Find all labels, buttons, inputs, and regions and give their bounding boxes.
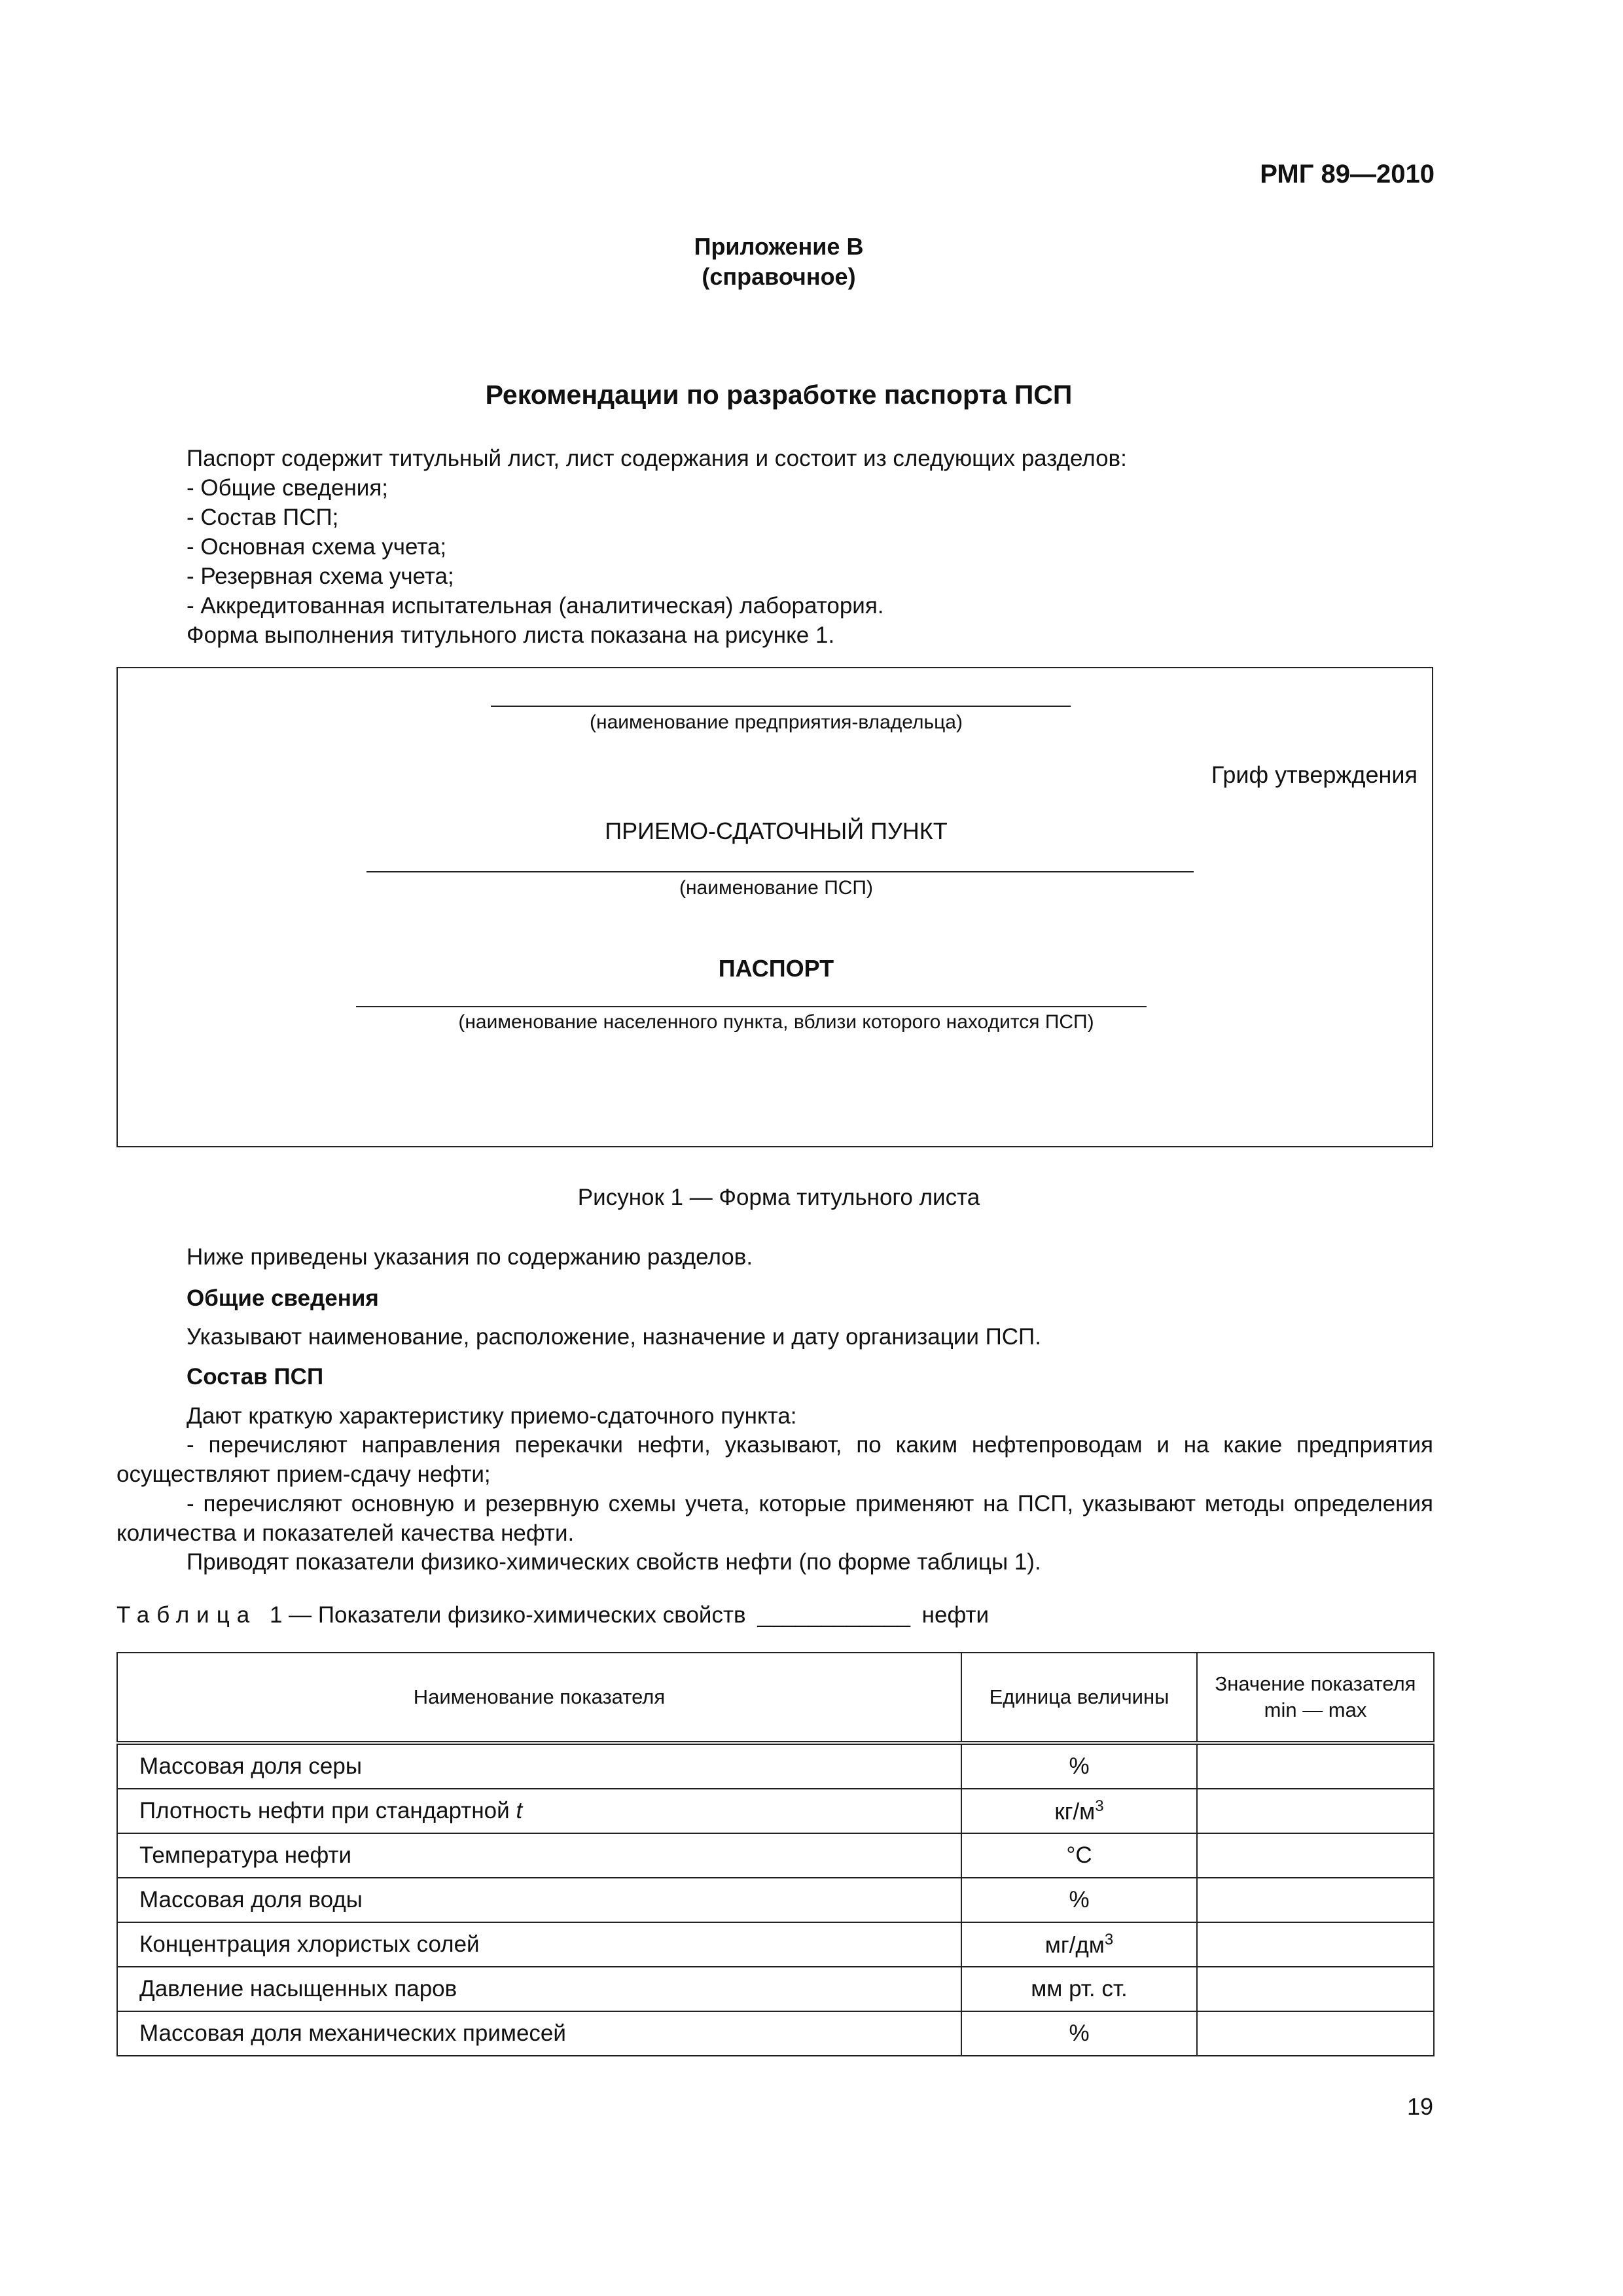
table-caption-end: нефти [921,1602,990,1628]
cell-value [1197,1833,1434,1878]
list-item: - Резервная схема учета; [187,564,454,589]
figure-caption: Рисунок 1 — Форма титульного листа [577,1185,980,1210]
table-row [117,1833,1434,1878]
locality-blank-line [356,1006,1147,1007]
list-item: - Общие сведения; [187,475,389,501]
psp-caption: (наименование ПСП) [679,877,873,899]
cell-name: Концентрация хлористых солей [117,1922,961,1967]
title-form-frame [116,667,1433,1147]
cell-name: Температура нефти [117,1833,961,1878]
section-heading: Рекомендации по разработке паспорта ПСП [485,380,1073,410]
composition-item: - перечисляют направления перекачки нефти, указывают, по каким нефтепроводам и на какие предприятия осуществляют прием-сдачу нефти; [116,1432,1433,1487]
cell-name [117,1789,961,1833]
cell-value [1197,1922,1434,1967]
cell-unit: % [961,1878,1197,1922]
list-item: - Состав ПСП; [187,505,339,530]
page-number: 19 [1406,2093,1433,2120]
composition-after: Приводят показатели физико-химических свойств нефти (по форме таблицы 1). [187,1549,1041,1575]
composition-item: - перечисляют основную и резервную схемы учета, которые применяют на ПСП, указывают методы определения количества и показателей качества нефти. [116,1491,1433,1546]
locality-caption: (наименование населенного пункта, вблизи которого находится ПСП) [458,1011,1094,1033]
intro-after: Форма выполнения титульного листа показана на рисунке 1. [187,622,835,648]
table-row [117,2011,1434,2056]
psp-blank-line [366,871,1194,872]
table-row [117,1967,1434,2011]
appendix-title [0,232,1558,292]
header-value [1197,1653,1434,1743]
owner-blank-line [491,706,1071,707]
table-row [117,1922,1434,1967]
header-unit: Единица величины [961,1653,1197,1743]
cell-unit: % [961,1743,1197,1789]
general-heading: Общие сведения [187,1285,379,1311]
list-item: - Аккредитованная испытательная (аналитическая) лаборатория. [187,593,884,619]
approval-stamp: Гриф утверждения [1211,761,1418,788]
table-caption-blank: ____________ [757,1602,910,1628]
composition-heading: Состав ПСП [187,1364,324,1390]
station-title: ПРИЕМО-СДАТОЧНЫЙ ПУНКТ [605,817,948,844]
general-text: Указывают наименование, расположение, назначение и дату организации ПСП. [187,1324,1041,1350]
cell-unit: % [961,2011,1197,2056]
header-value-line2: min — max [1264,1698,1367,1721]
cell-unit [961,1922,1197,1967]
cell-value [1197,1878,1434,1922]
intro-lead: Паспорт содержит титульный лист, лист содержания и состоит из следующих разделов: [187,446,1127,471]
table-row [117,1743,1434,1789]
cell-unit-text: мг/дм [1044,1932,1105,1958]
cell-name: Давление насыщенных паров [117,1967,961,2011]
appendix-kind: (справочное) [702,263,856,290]
table-caption [116,1601,989,1630]
table-caption-text: 1 — Показатели физико-химических свойств [269,1602,746,1628]
header-name: Наименование показателя [117,1653,961,1743]
cell-unit: мм рт. ст. [961,1967,1197,2011]
cell-unit-text: кг/м [1054,1799,1096,1825]
owner-caption: (наименование предприятия-владельца) [590,711,963,733]
list-item: - Основная схема учета; [187,534,447,560]
cell-name: Массовая доля серы [117,1743,961,1789]
cell-name: Массовая доля воды [117,1878,961,1922]
intro-block [187,444,1127,650]
sections-intro: Ниже приведены указания по содержанию разделов. [187,1244,753,1270]
appendix-label: Приложение В [694,233,864,260]
cell-value [1197,1789,1434,1833]
cell-unit-sup: 3 [1095,1797,1104,1815]
cell-unit-sup: 3 [1104,1930,1114,1948]
cell-name: Массовая доля механических примесей [117,2011,961,2056]
cell-value [1197,2011,1434,2056]
header-value-line1: Значение показателя [1215,1672,1416,1695]
cell-unit: °С [961,1833,1197,1878]
cell-value [1197,1967,1434,2011]
table-row [117,1878,1434,1922]
document-code: РМГ 89—2010 [1260,160,1435,188]
table-header-row [117,1653,1434,1743]
cell-name-symbol: t [516,1798,523,1823]
cell-unit [961,1789,1197,1833]
cell-name-text: Плотность нефти при стандартной [139,1798,510,1823]
passport-title: ПАСПОРТ [718,955,834,982]
cell-value [1197,1743,1434,1789]
table-label: Таблица [116,1602,257,1628]
composition-lead: Дают краткую характеристику приемо-сдаточного пункта: [187,1403,797,1429]
table-row [117,1789,1434,1833]
properties-table [116,1652,1435,2056]
